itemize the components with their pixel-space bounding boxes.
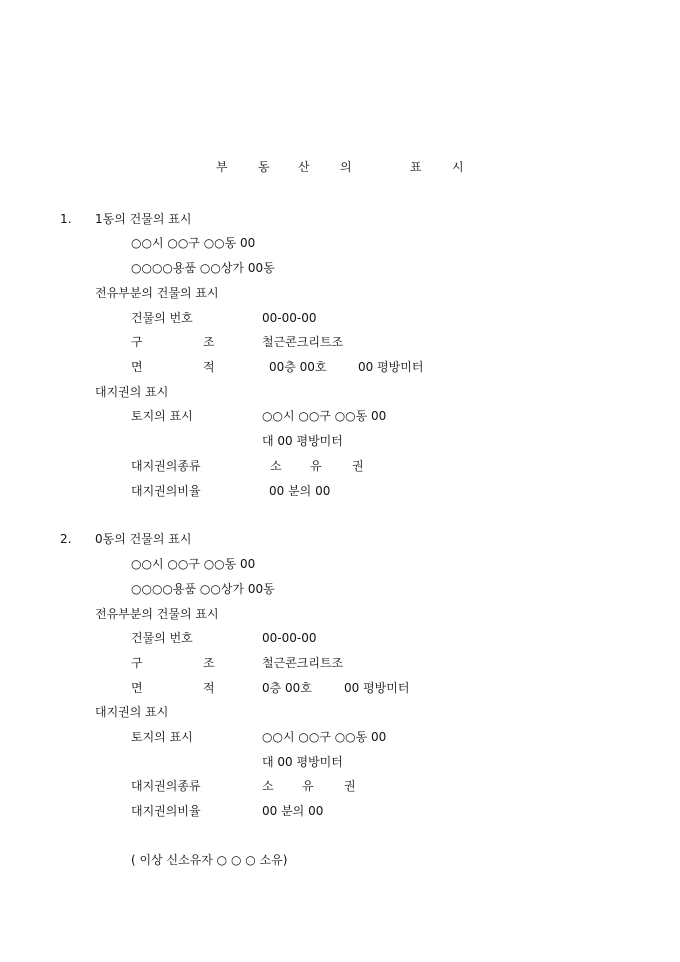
building-label: 1동의 건물의 표시 [95, 212, 192, 226]
title-char: 동 [258, 160, 270, 174]
rights-type-char: 소 [262, 779, 274, 793]
rights-type-char: 권 [352, 459, 364, 473]
unit-number: 00-00-00 [262, 311, 317, 325]
section-number: 1. [60, 212, 72, 226]
rights-type-char: 유 [310, 459, 322, 473]
land-label: 토지의 표시 [131, 409, 193, 423]
building-label: 0동의 건물의 표시 [95, 532, 192, 546]
area-floor: 0층 00호 [262, 681, 312, 695]
building-address: ○○시 ○○구 ○○동 00 [131, 236, 256, 250]
area-label-char: 면 [131, 360, 143, 374]
land-area: 대 00 평방미터 [262, 434, 343, 448]
title-char: 표 [410, 160, 422, 174]
rights-ratio: 00 분의 00 [262, 804, 324, 818]
structure-label-char: 구 [131, 335, 143, 349]
unit-number-label: 건물의 번호 [131, 631, 193, 645]
land-address: ○○시 ○○구 ○○동 00 [262, 409, 387, 423]
area-size: 00 평방미터 [344, 681, 410, 695]
structure-label-char: 조 [203, 656, 215, 670]
rights-ratio-label: 대지권의비율 [131, 804, 201, 818]
structure-value: 철근콘크리트조 [262, 335, 344, 349]
rights-type-char: 권 [344, 779, 356, 793]
rights-type-char: 유 [302, 779, 314, 793]
area-size: 00 평방미터 [358, 360, 424, 374]
structure-label-char: 구 [131, 656, 143, 670]
land-rights-label: 대지권의 표시 [95, 705, 169, 719]
owner-note: ( 이상 신소유자 ○ ○ ○ 소유) [131, 853, 288, 867]
land-area: 대 00 평방미터 [262, 755, 343, 769]
area-label-char: 적 [203, 360, 215, 374]
unit-number: 00-00-00 [262, 631, 317, 645]
rights-ratio-label: 대지권의비율 [131, 484, 201, 498]
building-name: ○○○○용품 ○○상가 00동 [131, 582, 275, 596]
area-label-char: 적 [203, 681, 215, 695]
title-char: 의 [340, 160, 352, 174]
unit-number-label: 건물의 번호 [131, 311, 193, 325]
area-label-char: 면 [131, 681, 143, 695]
area-floor: 00층 00호 [269, 360, 327, 374]
title-char: 부 [216, 160, 228, 174]
section-number: 2. [60, 532, 72, 546]
building-name: ○○○○용품 ○○상가 00동 [131, 261, 275, 275]
land-rights-label: 대지권의 표시 [95, 385, 169, 399]
building-address: ○○시 ○○구 ○○동 00 [131, 557, 256, 571]
unit-label: 전유부분의 건물의 표시 [95, 286, 219, 300]
title-char: 시 [452, 160, 464, 174]
rights-type-label: 대지권의종류 [131, 459, 201, 473]
land-address: ○○시 ○○구 ○○동 00 [262, 730, 387, 744]
land-label: 토지의 표시 [131, 730, 193, 744]
rights-ratio: 00 분의 00 [269, 484, 331, 498]
rights-type-label: 대지권의종류 [131, 779, 201, 793]
rights-type-char: 소 [270, 459, 282, 473]
title-char: 산 [298, 160, 310, 174]
unit-label: 전유부분의 건물의 표시 [95, 607, 219, 621]
structure-label-char: 조 [203, 335, 215, 349]
structure-value: 철근콘크리트조 [262, 656, 344, 670]
